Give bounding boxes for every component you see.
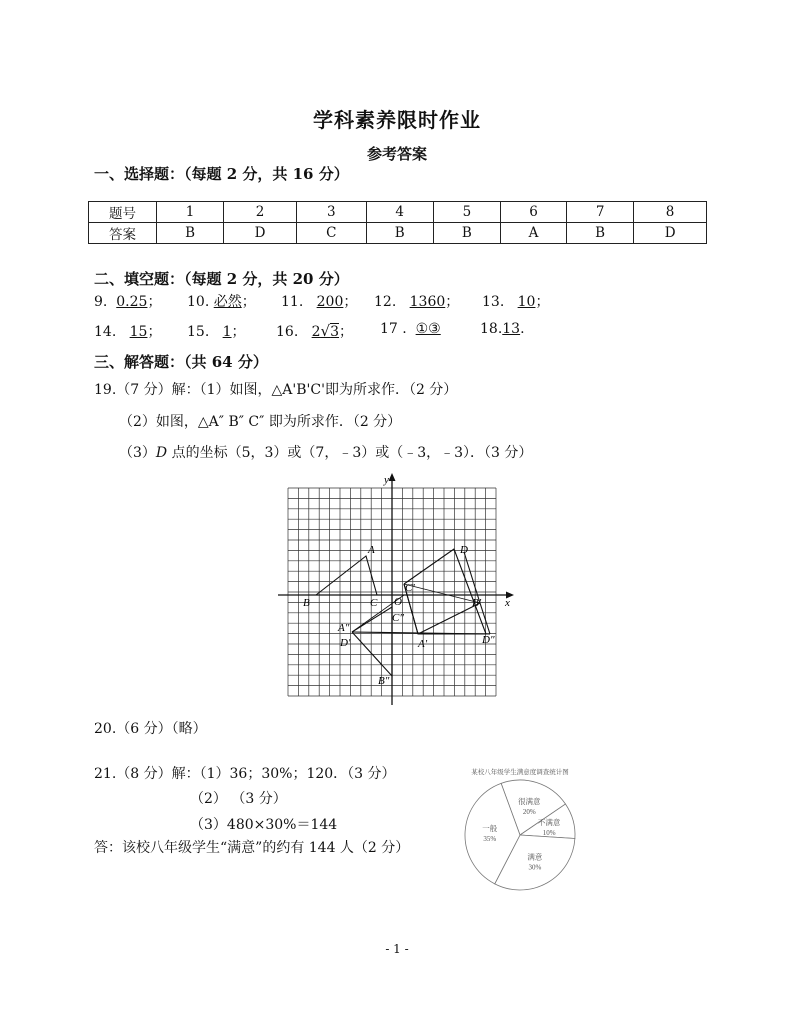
fill-answer: 1360 xyxy=(409,294,446,310)
fill-item-18: 18.13. xyxy=(480,321,525,337)
table-cell: 4 xyxy=(366,202,433,223)
table-cell: B xyxy=(366,223,433,244)
q21-line2: （2） （3 分） xyxy=(190,791,287,807)
table-cell: 1 xyxy=(157,202,224,223)
table-cell: 3 xyxy=(296,202,366,223)
pie-slice-label: 很满意 xyxy=(518,797,541,807)
label-o: O xyxy=(394,596,402,608)
table-cell: A xyxy=(500,223,566,244)
segment xyxy=(418,603,480,634)
pie-title: 某校八年级学生满意度调查统计图 xyxy=(471,769,569,776)
pie-slice-value: 20% xyxy=(522,808,536,817)
q19-line1: 19.（7 分）解：（1）如图，△A'B'C'即为所求作．（2 分） xyxy=(94,382,458,398)
table-row xyxy=(89,223,707,244)
label-b1: B' xyxy=(472,597,482,609)
triangle-abc xyxy=(316,556,377,595)
page-subtitle: 参考答案 xyxy=(366,145,427,163)
pie-slice-label: 满意 xyxy=(527,852,543,862)
pie-chart xyxy=(440,760,600,895)
label-c1: C' xyxy=(405,582,415,594)
label-c: C xyxy=(370,597,378,609)
label-a1: A' xyxy=(418,638,428,650)
label-d2: D″ xyxy=(482,634,495,646)
table-cell: 8 xyxy=(634,202,707,223)
label-d1: D' xyxy=(340,637,351,649)
q19-line2: （2）如图，△A″ B″ C″ 即为所求作．（2 分） xyxy=(119,414,402,430)
fill-answer: 0.25 xyxy=(116,294,148,310)
table-cell: C xyxy=(296,223,366,244)
table-cell: 5 xyxy=(433,202,500,223)
page-number: - 1 - xyxy=(385,942,409,956)
fill-answer: ①③ xyxy=(415,321,441,337)
fill-answer: 10 xyxy=(517,294,536,310)
q21-line1: 21.（8 分）解：（1）36；30%；120．（3 分） xyxy=(94,766,396,782)
label-b2: B″ xyxy=(378,675,390,687)
fill-answer: 1 xyxy=(222,324,232,340)
fill-answer: 15 xyxy=(129,324,148,340)
pie-slice-label: 一般 xyxy=(482,824,498,834)
fill-answer: 200 xyxy=(316,294,344,310)
fill-item-15: 15. 1； xyxy=(187,324,246,340)
segment xyxy=(480,603,490,634)
fill-item-16: 16. 2√3； xyxy=(276,322,354,340)
label-y: y xyxy=(384,474,389,486)
label-x: x xyxy=(505,597,510,609)
table-cell: B xyxy=(567,223,634,244)
page-title: 学科素养限时作业 xyxy=(313,108,481,132)
section1-heading: 一、选择题：（每题 2 分，共 16 分） xyxy=(94,165,349,183)
label-c2: C″ xyxy=(392,612,404,624)
fill-item-11: 11. 200； xyxy=(281,294,358,310)
triangle-a1b1c1 xyxy=(404,549,486,634)
table-cell: 7 xyxy=(567,202,634,223)
fill-item-14: 14. 15； xyxy=(94,324,162,340)
table-header-cell: 答案 xyxy=(89,223,157,244)
table-cell: 6 xyxy=(500,202,566,223)
section2-heading: 二、填空题：（每题 2 分，共 20 分） xyxy=(94,270,349,288)
table-cell: D xyxy=(224,223,297,244)
fill-item-17: 17 . ①③ xyxy=(380,321,441,337)
label-a: A xyxy=(368,544,375,556)
pie-slice-value: 10% xyxy=(542,829,556,838)
sqrt-symbol: √ xyxy=(320,322,331,340)
table-cell: B xyxy=(433,223,500,244)
label-a2: A″ xyxy=(338,622,350,634)
fill-item-9: 9. 0.25； xyxy=(94,294,162,310)
answer-table xyxy=(88,201,707,244)
pie-slice-value: 30% xyxy=(528,863,542,872)
fill-item-13: 13. 10； xyxy=(482,294,550,310)
q21-line3: （3）480×30%＝144 xyxy=(190,817,338,833)
q19-line3: （3）D 点的坐标（5，3）或（7，﹣3）或（﹣3，﹣3）．（3 分） xyxy=(119,445,533,461)
section3-heading: 三、解答题：（共 64 分） xyxy=(94,353,268,371)
q20-line: 20.（6 分）（略） xyxy=(94,721,207,737)
table-cell: B xyxy=(157,223,224,244)
table-row xyxy=(89,202,707,223)
q21-answer: 答：该校八年级学生“满意”的约有 144 人（2 分） xyxy=(94,840,410,856)
table-cell: D xyxy=(634,223,707,244)
y-axis-arrow-icon xyxy=(389,473,396,481)
table-header-cell: 题号 xyxy=(89,202,157,223)
pie-slice-label: 不满意 xyxy=(537,818,561,828)
fill-answer: 2√3 xyxy=(311,322,340,340)
fill-answer: 13 xyxy=(502,321,521,337)
coordinate-grid-figure xyxy=(278,470,518,710)
fill-item-12: 12. 1360； xyxy=(374,294,460,310)
label-b: B xyxy=(303,597,310,609)
label-d: D xyxy=(460,544,468,556)
fill-item-10: 10. 必然； xyxy=(187,294,256,310)
fill-answer: 必然 xyxy=(213,294,242,310)
pie-slice-value: 35% xyxy=(483,835,497,844)
table-cell: 2 xyxy=(224,202,297,223)
